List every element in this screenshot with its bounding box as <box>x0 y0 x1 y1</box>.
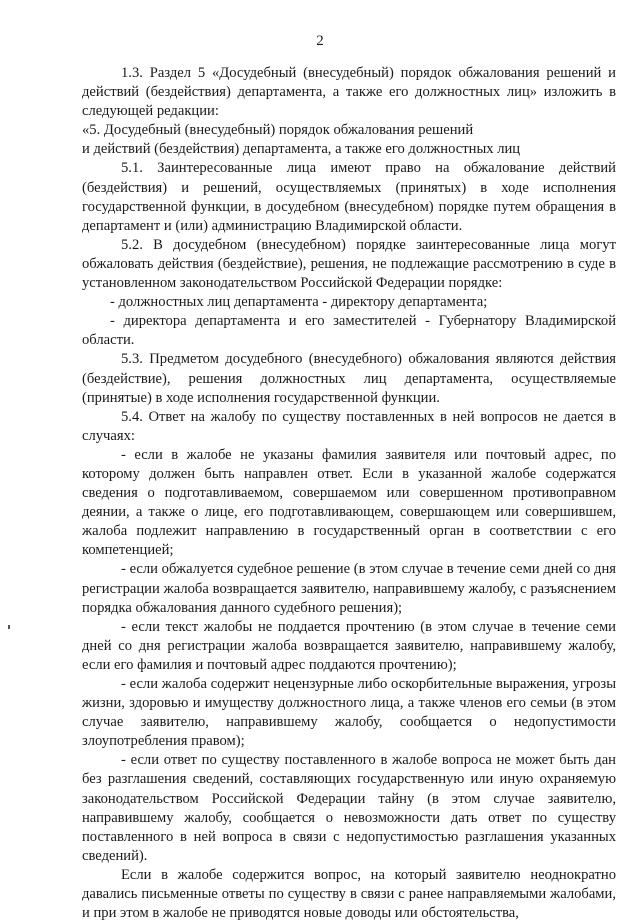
document-body <box>82 64 616 923</box>
list-item: - должностных лиц департамента - директору департамента; <box>110 294 488 311</box>
paragraph-5-2: 5.2. В досудебном (внесудебном) порядке заинтересованные лица могут обжаловать действия (бездействие), решения, не подлежащие рассмотрению в суде в установленном законодательством Российской Федерации порядке: <box>82 236 616 292</box>
paragraph-1-3: 1.3. Раздел 5 «Досудебный (внесудебный) порядок обжалования решений и действий (бездействия) департамента, а также его должностных лиц» изложить в следующей редакции: <box>82 65 616 120</box>
list-item: - если обжалуется судебное решение (в этом случае в течение семи дней со дня регистрации жалоба возвращается заявителю, направившему жалобу, с разъяснением порядка обжалования данного судебного решения); <box>82 561 616 616</box>
page-number: 2 <box>316 33 324 49</box>
list-item: - директора департамента и его заместителей - Губернатору Владимирской области. <box>82 313 616 349</box>
paragraph-continuation: Если в жалобе содержится вопрос, на который заявителю неоднократно давались письменные ответы по существу в связи с ранее направляемыми жалобами, и при этом в жалобе не приводятся новые доводы или обстоятельства, <box>82 866 616 922</box>
list-item: - если ответ по существу поставленного в жалобе вопроса не может быть дан без разглашения сведений, составляющих государственную или иную охраняемую законодательством Российской Федерации тайну (в этом случае заявителю, направившему жалобу, сообщается о невозможности дать ответ по существу поставленного в ней вопроса в связи с недопустимостью разглашения указанных сведений). <box>82 752 616 864</box>
paragraph-5-4: 5.4. Ответ на жалобу по существу поставленных в ней вопросов не дается в случаях: <box>82 408 616 444</box>
list-item: - если текст жалобы не поддается прочтению (в этом случае в течение семи дней со дня регистрации жалоба возвращается заявителю, направившему жалобу, если его фамилия и почтовый адрес поддаются прочтению); <box>82 618 616 673</box>
paragraph-5-1: 5.1. Заинтересованные лица имеют право на обжалование действий (бездействия) и решений, осуществляемых (принятых) в ходе исполнения государственной функции, в досудебном (внесудебном) порядке путем обращения в департамент и (или) администрацию Владимирской области. <box>82 160 616 234</box>
scan-mark <box>8 625 10 629</box>
section-title-line-2: и действий (бездействия) департамента, а также его должностных лиц <box>82 141 521 158</box>
section-title-line-1: «5. Досудебный (внесудебный) порядок обжалования решений <box>82 122 474 139</box>
list-item: - если в жалобе не указаны фамилия заявителя или почтовый адрес, по которому должен быть направлен ответ. Если в указанной жалобе содержатся сведения о подготавливаемом, совершаемом или совершенном противоправном деянии, а также о лице, его подготавливающем, совершающем или совершившем, жалоба подлежит направлению в государственный орган в соответствии с его компетенцией; <box>82 446 616 559</box>
paragraph-5-3: 5.3. Предметом досудебного (внесудебного) обжалования являются действия (бездействие), решения должностных лиц департамента, осуществляемые (принятые) в ходе исполнения государственной функции. <box>82 351 616 406</box>
list-item: - если жалоба содержит нецензурные либо оскорбительные выражения, угрозы жизни, здоровью и имуществу должностного лица, а также членов его семьи (в этом случае заявителю, направившему жалобу, сообщается о недопустимости злоупотребления правом); <box>82 676 616 750</box>
